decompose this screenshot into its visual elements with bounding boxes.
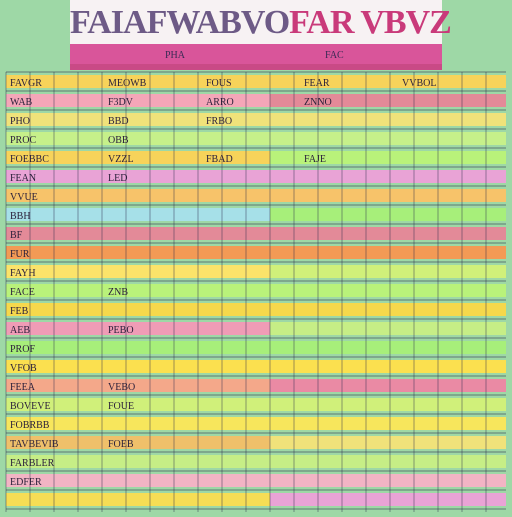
grid-cell-text[interactable]: FOUS bbox=[206, 78, 232, 89]
grid-cell-text[interactable]: FEB bbox=[10, 306, 29, 317]
grid-cell-text[interactable]: ARRO bbox=[206, 97, 234, 108]
grid-cell-text[interactable]: VFOB bbox=[10, 363, 37, 374]
grid-cell-text[interactable]: OBB bbox=[108, 135, 129, 146]
grid-cell-text[interactable]: FOBRBB bbox=[10, 420, 50, 431]
title-banner bbox=[70, 0, 451, 70]
grid-row-band bbox=[6, 113, 506, 126]
grid-cell-text[interactable]: LED bbox=[108, 173, 128, 184]
grid-cell-text[interactable]: VVUE bbox=[10, 192, 38, 203]
grid-row-block bbox=[270, 379, 506, 392]
grid-cell-text[interactable]: VZZL bbox=[108, 154, 134, 165]
grid-cell-text[interactable]: PROC bbox=[10, 135, 37, 146]
grid-row-band bbox=[6, 455, 506, 468]
grid-row-band bbox=[6, 170, 506, 183]
grid-row-block bbox=[270, 265, 506, 278]
grid-cell-text[interactable]: F3DV bbox=[108, 97, 134, 108]
grid-cell-text[interactable]: FEAR bbox=[304, 78, 330, 89]
grid-row-band bbox=[6, 189, 506, 202]
grid-row-block bbox=[270, 208, 506, 221]
grid-cell-text[interactable]: VVBOL bbox=[402, 78, 437, 89]
grid-cell-text[interactable]: EDFER bbox=[10, 477, 42, 488]
grid-cell-text[interactable]: FOUE bbox=[108, 401, 135, 412]
grid-cell-text[interactable]: FAVGR bbox=[10, 78, 42, 89]
grid-cell-text[interactable]: FACE bbox=[10, 287, 35, 298]
grid-cell-text[interactable]: ZNB bbox=[108, 287, 128, 298]
subheading-left: PHA bbox=[165, 50, 186, 61]
grid-cell-text[interactable]: VEBO bbox=[108, 382, 136, 393]
grid-cell-text[interactable]: FEAN bbox=[10, 173, 37, 184]
grid-cell-text[interactable]: FUR bbox=[10, 249, 30, 260]
grid-row-block bbox=[270, 493, 506, 506]
grid-cell-text[interactable]: FBAD bbox=[206, 154, 233, 165]
grid-cell-text[interactable]: FOEB bbox=[108, 439, 134, 450]
grid-cell-text[interactable]: BOVEVE bbox=[10, 401, 51, 412]
grid-cell-text[interactable]: PEBO bbox=[108, 325, 134, 336]
grid-row-band bbox=[6, 246, 506, 259]
grid-row-band bbox=[6, 417, 506, 430]
title-main: FAIAFWABVO bbox=[70, 4, 290, 41]
grid-row-block bbox=[270, 436, 506, 449]
page-title bbox=[70, 3, 451, 43]
grid-cell-text[interactable]: FAYH bbox=[10, 268, 36, 279]
grid-row-band bbox=[6, 398, 506, 411]
grid-cell-text[interactable]: ZNNO bbox=[304, 97, 332, 108]
subheading-right: FAC bbox=[325, 50, 344, 61]
title-band bbox=[70, 44, 442, 64]
grid-cell-text[interactable]: FEEA bbox=[10, 382, 35, 393]
grid-cell-text[interactable]: PHO bbox=[10, 116, 31, 127]
grid-row-block bbox=[270, 322, 506, 335]
grid-row-band bbox=[6, 284, 506, 297]
grid-cell-text[interactable]: MEOWB bbox=[108, 78, 147, 89]
grid-row-band bbox=[6, 227, 506, 240]
grid-cell-text[interactable]: FOEBBC bbox=[10, 154, 49, 165]
grid-row-band bbox=[6, 474, 506, 487]
grid-cell-text[interactable]: TAVBEVIB bbox=[10, 439, 59, 450]
grid-cell-text[interactable]: WAB bbox=[10, 97, 33, 108]
grid-row-band bbox=[6, 341, 506, 354]
grid-cell-text[interactable]: BF bbox=[10, 230, 23, 241]
grid-cell-text[interactable]: FRBO bbox=[206, 116, 233, 127]
grid-row-band bbox=[6, 132, 506, 145]
title-accent: FAR VBVZ bbox=[289, 4, 451, 41]
grid-cell-text[interactable]: PROF bbox=[10, 344, 36, 355]
grid-cell-text[interactable]: FAJE bbox=[304, 154, 327, 165]
grid-cell-text[interactable]: BBD bbox=[108, 116, 129, 127]
grid-cell-text[interactable]: BBH bbox=[10, 211, 31, 222]
grid-cell-text[interactable]: FARBLER bbox=[10, 458, 55, 469]
grid-row-band bbox=[6, 303, 506, 316]
grid-row-band bbox=[6, 360, 506, 373]
grid-cell-text[interactable]: AEB bbox=[10, 325, 30, 336]
